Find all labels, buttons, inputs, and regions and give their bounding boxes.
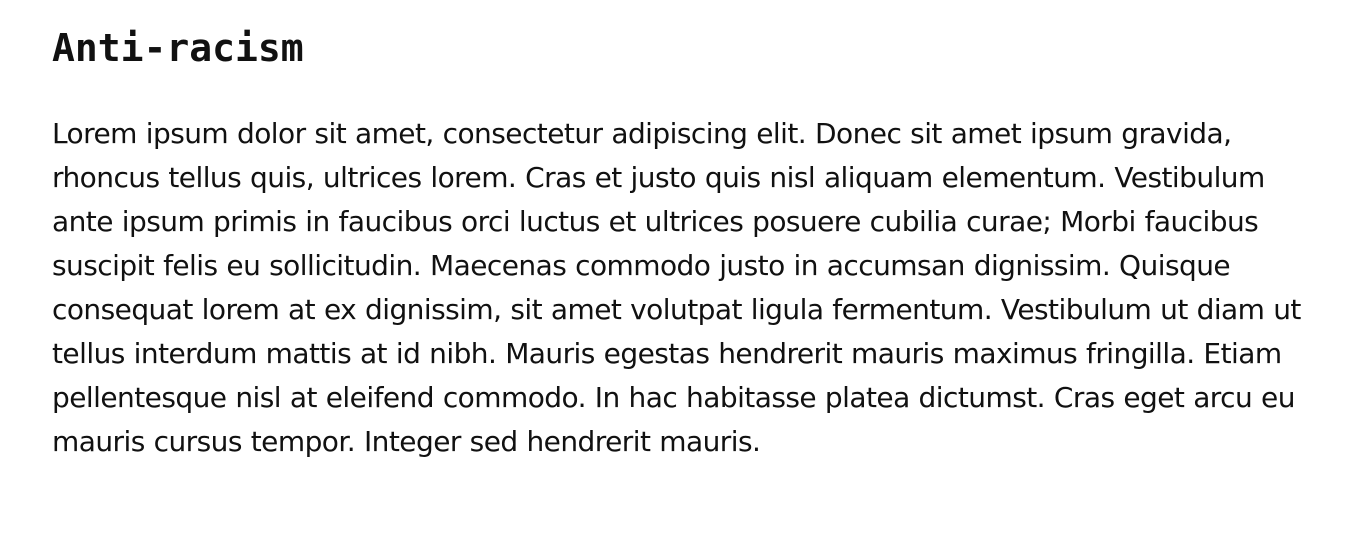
body-paragraph: Lorem ipsum dolor sit amet, consectetur adipiscing elit. Donec sit amet ipsum gravida, rhoncus tellus quis, ultrices lorem. Cras et justo quis nisl aliquam elementum. Vestibulum ante ipsum primis in faucibus orci luctus et ultrices posuere cubilia curae; Morbi faucibus suscipit felis eu sollicitudin. Maecenas commodo justo in accumsan dignissim. Quisque consequat lorem at ex dignissim, sit amet volutpat ligula fermentum. Vestibulum ut diam ut tellus interdum mattis at id nibh. Mauris egestas hendrerit mauris maximus fringilla. Etiam pellentesque nisl at eleifend commodo. In hac habitasse platea dictumst. Cras eget arcu eu mauris cursus tempor. Integer sed hendrerit mauris.	[52, 117, 1301, 458]
page-title: Anti-racism	[52, 26, 304, 70]
